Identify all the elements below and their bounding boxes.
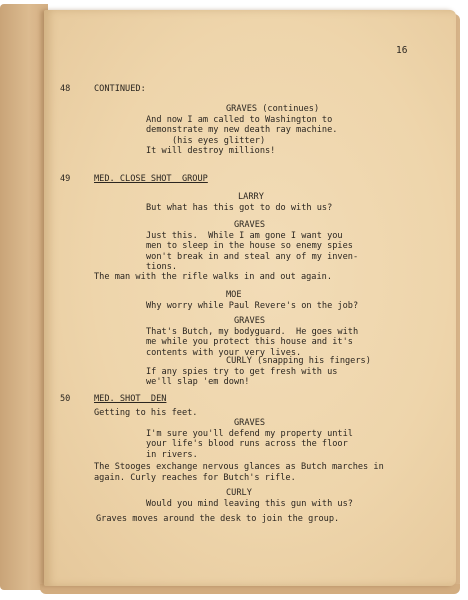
scene-heading: MED. CLOSE SHOT GROUP — [94, 174, 208, 184]
character-name: GRAVES — [234, 220, 266, 230]
scene-heading: MED. SHOT DEN — [94, 394, 167, 404]
action-line: The Stooges exchange nervous glances as Butch marches in — [94, 462, 384, 472]
dialogue-line: demonstrate my new death ray machine. — [146, 125, 338, 136]
scene-number: 48 — [60, 84, 71, 94]
dialogue-line: contents with your very lives. — [146, 347, 302, 358]
character-name: GRAVES — [234, 418, 266, 428]
action-line: Getting to his feet. — [94, 408, 198, 418]
character-name: LARRY — [238, 192, 264, 202]
dialogue-line: But what has this got to do with us? — [146, 202, 333, 213]
dialogue-line: in rivers. — [146, 449, 198, 460]
character-name: CURLY (snapping his fingers) — [226, 356, 371, 366]
page-number: 16 — [396, 45, 408, 56]
dialogue-line: your life's blood runs across the floor — [146, 439, 348, 450]
dialogue-line: Why worry while Paul Revere's on the job? — [146, 300, 359, 311]
action-line: The man with the rifle walks in and out again. — [94, 272, 332, 282]
character-name: MOE — [226, 290, 242, 300]
scene-number: 50 — [60, 394, 71, 404]
dialogue-line: won't break in and steal any of my inven- — [146, 251, 359, 262]
action-line: Graves moves around the desk to join the group. — [96, 514, 340, 524]
dialogue-line: men to sleep in the house so enemy spies — [146, 241, 353, 252]
action-line: again. Curly reaches for Butch's rifle. — [94, 472, 296, 483]
dialogue-line: Just this. While I am gone I want you — [146, 230, 343, 241]
dialogue-line: That's Butch, my bodyguard. He goes with — [146, 326, 359, 337]
underlying-pages-left — [0, 4, 48, 590]
dialogue-line: we'll slap 'em down! — [146, 377, 250, 388]
dialogue-line: I'm sure you'll defend my property until — [146, 428, 353, 439]
dialogue-line: It will destroy millions! — [146, 146, 276, 157]
character-name: CURLY — [226, 488, 252, 498]
character-name: GRAVES — [234, 316, 266, 326]
character-name: GRAVES (continues) — [226, 104, 320, 114]
dialogue-line: Would you mind leaving this gun with us? — [146, 498, 353, 509]
parenthetical: (his eyes glitter) — [172, 135, 266, 146]
dialogue-line: tions. — [146, 262, 178, 273]
scene-heading: CONTINUED: — [94, 84, 146, 94]
dialogue-line: If any spies try to get fresh with us — [146, 366, 338, 377]
dialogue-line: And now I am called to Washington to — [146, 114, 333, 125]
scene-number: 49 — [60, 174, 71, 184]
dialogue-line: me while you protect this house and it's — [146, 337, 353, 348]
script-page — [44, 10, 456, 586]
